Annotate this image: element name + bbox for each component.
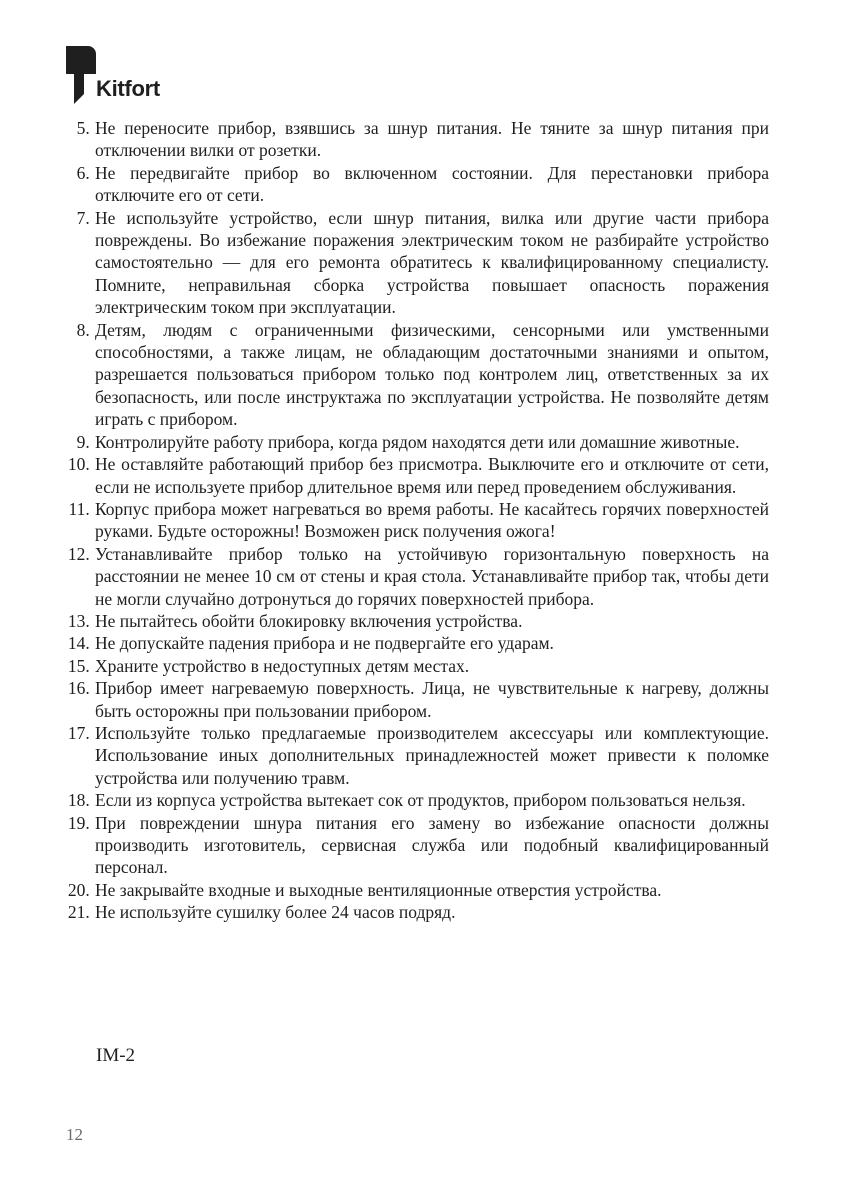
list-item <box>38 901 769 923</box>
safety-instructions-list <box>38 117 769 924</box>
item-number: 17. <box>67 722 90 743</box>
item-number: 8. <box>76 319 90 340</box>
item-text: Корпус прибора может нагреваться во время работы. Не касайтесь горячих поверхностей руками. Будьте осторожны! Возможен риск получения ожога! <box>95 498 769 542</box>
list-item <box>38 812 769 879</box>
list-item <box>38 879 769 901</box>
item-number: 10. <box>67 454 90 475</box>
list-item <box>38 677 769 722</box>
list-item <box>38 722 769 789</box>
list-item <box>38 207 769 319</box>
item-text: Используйте только предлагаемые производителем аксессуары или комплектующие. Использование иных дополнительных принадлежностей может привести к поломке устройства или получению травм. <box>95 722 769 788</box>
item-number: 11. <box>68 498 90 519</box>
list-item <box>38 610 769 632</box>
list-item <box>38 632 769 654</box>
item-text: Не оставляйте работающий прибор без присмотра. Выключите его и отключите от сети, если не используете прибор длительное время или перед проведением обслуживания. <box>95 454 769 497</box>
item-number: 21. <box>67 902 90 923</box>
item-number: 7. <box>76 207 90 228</box>
item-text: Не пытайтесь обойти блокировку включения устройства. <box>95 610 523 631</box>
brand-name: Kitfort <box>96 76 160 101</box>
list-item <box>38 319 769 431</box>
item-number: 9. <box>76 431 90 452</box>
item-number: 18. <box>67 790 90 811</box>
item-text: Прибор имеет нагреваемую поверхность. Лица, не чувствительные к нагреву, должны быть осторожны при пользовании прибором. <box>95 678 769 721</box>
item-number: 19. <box>67 812 90 833</box>
item-number: 6. <box>76 162 90 183</box>
item-number: 16. <box>67 678 90 699</box>
item-text: Не допускайте падения прибора и не подвергайте его ударам. <box>95 633 554 654</box>
item-text: Не переносите прибор, взявшись за шнур питания. Не тяните за шнур питания при отключении вилки от розетки. <box>95 118 769 161</box>
list-item <box>38 431 769 453</box>
item-text: Контролируйте работу прибора, когда рядом находятся дети или домашние животные. <box>95 431 740 452</box>
list-item <box>38 162 769 207</box>
page-number: 12 <box>66 1125 83 1144</box>
list-item <box>38 543 769 610</box>
item-text: Устанавливайте прибор только на устойчивую горизонтальную поверхность на расстоянии не менее 10 см от стены и края стола. Устанавливайте прибор так, чтобы дети не могли случайно дотронуться до горячих поверхностей прибора. <box>95 543 769 609</box>
model-code: IM-2 <box>96 1045 136 1066</box>
kitfort-logo-icon <box>66 46 96 104</box>
item-text: Не закрывайте входные и выходные вентиляционные отверстия устройства. <box>95 879 662 900</box>
item-number: 12. <box>67 543 90 564</box>
list-item <box>38 117 769 162</box>
item-text: Не используйте сушилку более 24 часов подряд. <box>95 902 456 923</box>
item-number: 13. <box>67 610 90 631</box>
list-item <box>38 453 769 498</box>
list-item <box>38 789 769 811</box>
list-item <box>38 655 769 677</box>
item-number: 15. <box>67 655 90 676</box>
item-number: 5. <box>76 118 90 138</box>
item-text: При повреждении шнура питания его замену во избежание опасности должны производить изготовитель, сервисная служба или подобный квалифицированный персонал. <box>95 812 769 878</box>
item-number: 20. <box>67 879 90 900</box>
item-text: Не передвигайте прибор во включенном состоянии. Для перестановки прибора отключите его от сети. <box>95 162 769 206</box>
item-text: Не используйте устройство, если шнур питания, вилка или другие части прибора повреждены. Во избежание поражения электрическим током не разбирайте устройство самостоятельно — для его ремонта обратитесь к квалифицированному специалисту. Помните, неправильная сборка устройства повышает опасность поражения электрическим током при эксплуатации. <box>95 207 769 318</box>
item-number: 14. <box>67 633 90 654</box>
item-text: Храните устройство в недоступных детям местах. <box>95 655 470 676</box>
item-text: Детям, людям с ограниченными физическими, сенсорными или умственными способностями, а также лицам, не обладающим достаточными знаниями и опытом, разрешается пользоваться прибором только под контролем лиц, ответственных за их безопасность, или после инструктажа по эксплуатации устройства. Не позволяйте детям играть с прибором. <box>95 319 769 430</box>
kitfort-logo <box>66 46 206 104</box>
item-text: Если из корпуса устройства вытекает сок от продуктов, прибором пользоваться нельзя. <box>95 790 746 811</box>
list-item <box>38 498 769 543</box>
